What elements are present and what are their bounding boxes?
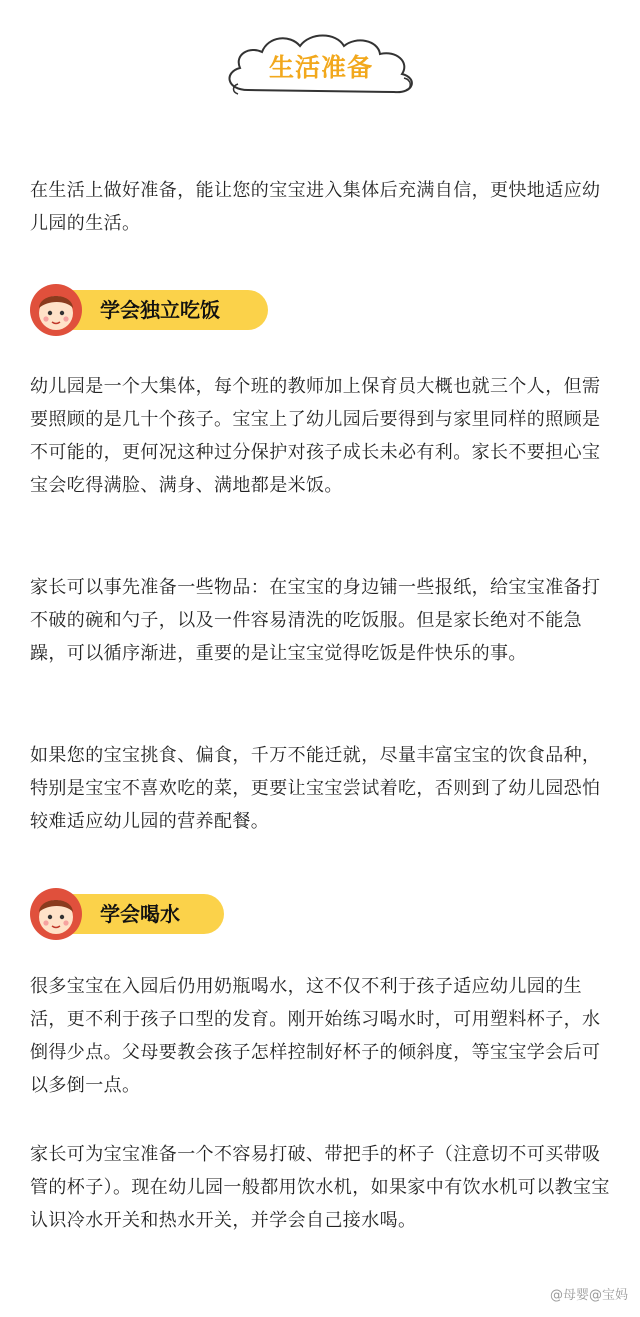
section-2-paragraph-2: 家长可为宝宝准备一个不容易打破、带把手的杯子（注意切不可买带吸管的杯子）。现在幼儿园一般都用饮水机，如果家中有饮水机可以教宝宝认识冷水开关和热水开关，并学会自己接水喝。 [30,1144,610,1231]
section-2-paragraph-1: 很多宝宝在入园后仍用奶瓶喝水，这不仅不利于孩子适应幼儿园的生活，更不利于孩子口型的发育。刚开始练习喝水时，可用塑料杯子，水倒得少点。父母要教会孩子怎样控制好杯子的倾斜度，等宝宝学会后可以多倒一点。 [30,976,601,1096]
section-title: 学会喝水 [100,902,180,926]
section-title: 学会独立吃饭 [100,298,220,322]
page-title: 生活准备 [268,53,373,82]
title-cloud [218,28,424,104]
section-heading-drinking [28,886,228,942]
intro-paragraph: 在生活上做好准备，能让您的宝宝进入集体后充满自信，更快地适应幼儿园的生活。 [30,180,601,234]
girl-avatar-icon [28,886,86,942]
section-1-paragraph-1: 幼儿园是一个大集体，每个班的教师加上保育员大概也就三个人，但需要照顾的是几十个孩子。宝宝上了幼儿园后要得到与家里同样的照顾是不可能的，更何况这种过分保护对孩子成长未必有利。家长不要担心宝宝会吃得满脸、满身、满地都是米饭。 [30,376,601,496]
watermark: @母婴@宝妈 [549,1288,628,1303]
section-1-paragraph-3: 如果您的宝宝挑食、偏食，千万不能迁就，尽量丰富宝宝的饮食品种，特别是宝宝不喜欢吃的菜，更要让宝宝尝试着吃，否则到了幼儿园恐怕较难适应幼儿园的营养配餐。 [30,745,601,832]
section-heading-eating [28,282,278,338]
section-1-paragraph-2: 家长可以事先准备一些物品：在宝宝的身边铺一些报纸，给宝宝准备打不破的碗和勺子，以及一件容易清洗的吃饭服。但是家长绝对不能急躁，可以循序渐进，重要的是让宝宝觉得吃饭是件快乐的事。 [30,577,601,664]
girl-avatar-icon [28,282,86,338]
